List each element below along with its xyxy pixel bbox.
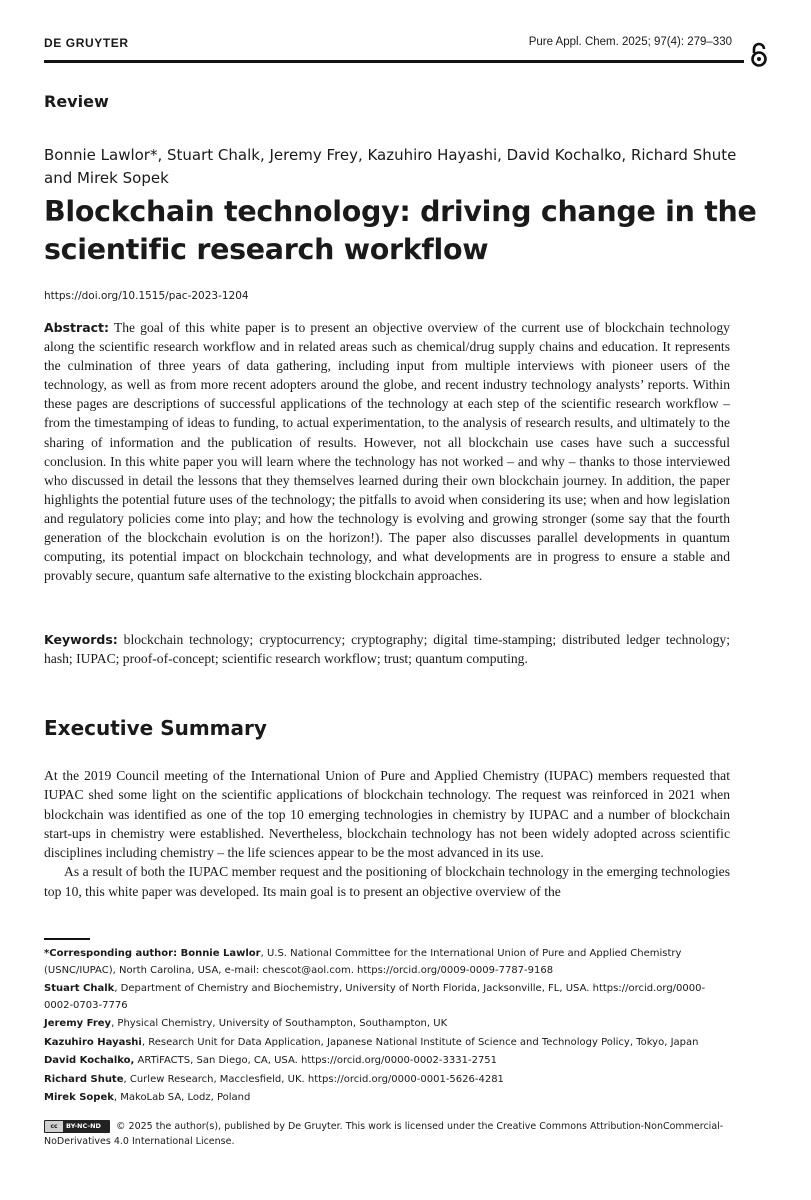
footnote-author: Stuart Chalk	[44, 983, 115, 994]
footnote-item	[44, 1016, 734, 1033]
footnote-item	[44, 946, 734, 979]
footnote-affiliation: , Curlew Research, Macclesfield, UK. https://orcid.org/0000-0001-5626-4281	[123, 1073, 504, 1085]
footnote-item	[44, 1035, 734, 1052]
keywords-text: blockchain technology; cryptocurrency; cryptography; digital time-stamping; distributed ledger technology; hash; IUPAC; proof-of-concept; scientific research workflow; trust; quantum computing.	[44, 632, 730, 667]
header-rule	[44, 60, 744, 63]
footnote-author: David Kochalko,	[44, 1055, 135, 1066]
footnote-affiliation: , MakoLab SA, Lodz, Poland	[113, 1092, 251, 1103]
footnote-item	[44, 1090, 734, 1107]
section-heading: Executive Summary	[44, 716, 267, 740]
open-access-icon	[748, 42, 770, 68]
article-type: Review	[44, 92, 109, 111]
footnote-author: Jeremy Frey	[44, 1018, 112, 1029]
footnote-affiliation: , Physical Chemistry, University of Southampton, Southampton, UK	[111, 1018, 448, 1029]
footnote-affiliation: , Research Unit for Data Application, Japanese National Institute of Science and Technology Policy, Tokyo, Japan	[141, 1036, 699, 1048]
cc-license-badge[interactable]	[44, 1120, 110, 1133]
footnotes	[44, 946, 734, 1109]
footnote-item	[44, 981, 734, 1014]
footnote-item	[44, 1053, 734, 1070]
abstract-text: The goal of this white paper is to present an objective overview of the current use of blockchain technology along the scientific research workflow and in related areas such as chemical/drug supply chains and education. It represents the culmination of three years of data gathering, including input from multiple interviews with pioneer users of the technology, as well as from more recent adopters around the globe, and recent industry technology analysts’ reports. Within these pages are descriptions of successful applications of the technology at each step of the scientific research workflow – from the timestamping of ideas to funding, to actual experimentation, to the analysis of research results, and ultimately to the sharing of information and the publication of results. However, not all blockchain use cases have such a successful conclusion. In this white paper you will learn where the technology has not worked – and why – thanks to those interviewed who discussed in detail the lessons that they themselves learned during their own blockchain journey. In addition, the paper highlights the potential future uses of the technology; the pitfalls to avoid when considering its use; when and how legislation and regulatory policies come into play; and how the technology is evolving and growing stronger (some say that the fourth generation of the blockchain evolution is on the horizon!). The paper also discusses parallel developments in quantum computing, its potential impact on blockchain technology, and what developments are in progress to ensure a stable and provably secure, quantum safe alternative to the existing blockchain approaches.	[44, 320, 730, 584]
footnote-affiliation: ARTiFACTS, San Diego, CA, USA. https://orcid.org/0000-0002-3331-2751	[134, 1055, 498, 1066]
body-paragraph: As a result of both the IUPAC member request and the positioning of blockchain technology in the emerging technologies top 10, this white paper was developed. Its main goal is to present an objective overview of the	[44, 864, 730, 899]
footnote-author: Kazuhiro Hayashi	[44, 1036, 142, 1048]
article-title: Blockchain technology: driving change in the scientific research workflow	[44, 195, 757, 266]
footnote-affiliation: , U.S. National Committee for the International Union of Pure and Applied Chemistry (USNC/IUPAC), North Carolina, USA, e-mail: chescot@aol.com. https://orcid.org/0009-0009-7787-9168	[44, 948, 682, 976]
page-header	[44, 36, 768, 62]
footnote-author: Mirek Sopek	[44, 1092, 114, 1103]
body-paragraph: At the 2019 Council meeting of the International Union of Pure and Applied Chemistry (IUPAC) members requested that IUPAC shed some light on the scientific applications of blockchain technology. The request was reinforced in 2021 when blockchain was identified as one of the top 10 emerging technologies in chemistry by IUPAC and a number of blockchain start-ups in chemistry were established. Nevertheless, blockchain technology has not been widely adopted across scientific disciplines including chemistry – the life sciences appear to be the most advanced in its use.	[44, 768, 730, 861]
section-body	[44, 766, 730, 901]
footnote-affiliation: , Department of Chemistry and Biochemistry, University of North Florida, Jacksonville, FL, USA. https://orcid.org/0000-0002-0703-7776	[44, 983, 706, 1011]
license-text: © 2025 the author(s), published by De Gruyter. This work is licensed under the Creative Commons Attribution-NonCommercial-NoDerivatives 4.0 International License.	[44, 1121, 724, 1147]
cc-badge-left: cc	[45, 1121, 63, 1132]
footnote-author: Richard Shute	[44, 1073, 124, 1085]
journal-citation: Pure Appl. Chem. 2025; 97(4): 279–330	[528, 36, 732, 48]
footnote-item	[44, 1072, 734, 1089]
publisher-name: DE GRUYTER	[44, 36, 129, 50]
doi-link[interactable]: https://doi.org/10.1515/pac-2023-1204	[44, 290, 249, 302]
cc-badge-right: BY-NC-ND	[66, 1122, 101, 1130]
abstract-label: Abstract:	[44, 320, 110, 335]
footnote-rule	[44, 938, 90, 940]
keywords-label: Keywords:	[44, 632, 118, 647]
abstract	[44, 318, 730, 585]
keywords	[44, 630, 730, 668]
license-notice	[44, 1120, 734, 1149]
author-list: Bonnie Lawlor*, Stuart Chalk, Jeremy Frey, Kazuhiro Hayashi, David Kochalko, Richard Shute and Mirek Sopek	[44, 146, 737, 187]
footnote-author: *Corresponding author: Bonnie Lawlor	[44, 948, 261, 959]
